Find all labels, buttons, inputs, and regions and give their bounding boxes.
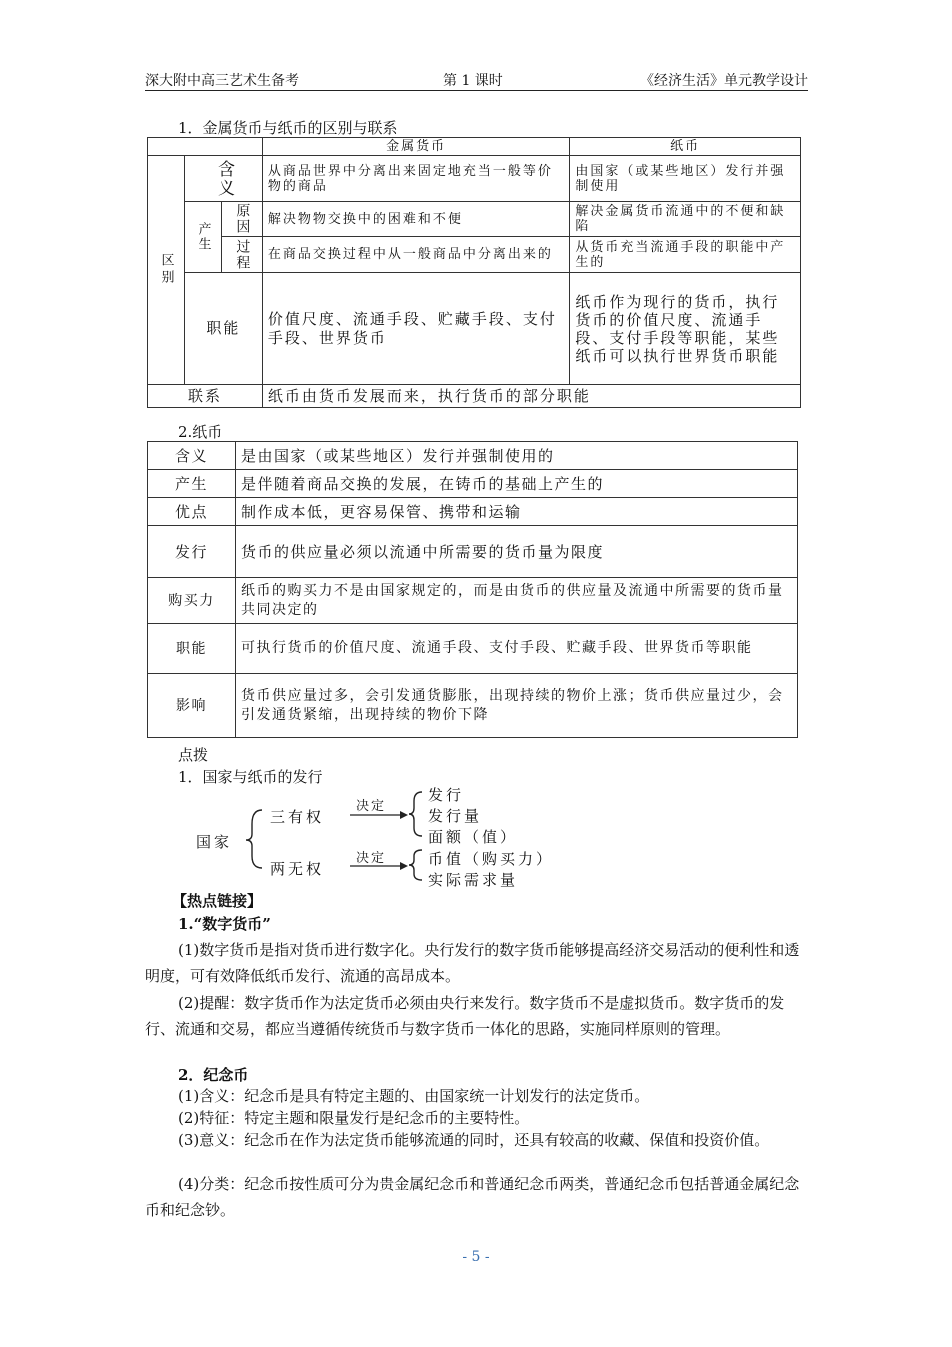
diagram-item: 面额（值） xyxy=(428,828,519,846)
paper-row-label: 职能 xyxy=(148,624,236,674)
label-produce: 产生 xyxy=(184,202,221,273)
process-paper: 从货币充当流通手段的职能中产生的 xyxy=(570,237,801,273)
table-corner-cell xyxy=(148,138,263,156)
paper-row-text: 纸币的购买力不是由国家规定的，而是由货币的供应量及流通中所需要的货币量共同决定的 xyxy=(236,578,798,624)
page-header xyxy=(145,68,808,91)
paper-row-label: 含义 xyxy=(148,442,236,470)
col-header-metal: 金属货币 xyxy=(262,138,569,156)
label-reason: 原因 xyxy=(221,202,262,237)
label-link: 联系 xyxy=(148,385,263,408)
paper-row-label: 购买力 xyxy=(148,578,236,624)
page-number: - 5 - xyxy=(462,1249,490,1265)
paper-row-text: 制作成本低，更容易保管、携带和运输 xyxy=(236,498,798,526)
paper-row-label: 优点 xyxy=(148,498,236,526)
hot-paragraph: (4)分类：纪念币按性质可分为贵金属纪念币和普通纪念币两类，普通纪念币包括普通金属纪念币和纪念钞。 xyxy=(145,1175,800,1219)
header-right: 《经济生活》单元教学设计 xyxy=(640,73,808,89)
hot-paragraph: (1)数字货币是指对货币进行数字化。央行发行的数字货币能够提高经济交易活动的便利性和透明度，可有效降低纸币发行、流通的高昂成本。 xyxy=(145,941,800,985)
diagram-item: 发行量 xyxy=(428,807,483,825)
diagram-item: 实际需求量 xyxy=(428,871,519,889)
paper-row-text: 可执行货币的价值尺度、流通手段、支付手段、贮藏手段、世界货币等职能 xyxy=(236,624,798,674)
paper-row-label: 产生 xyxy=(148,470,236,498)
paper-row-label: 发行 xyxy=(148,526,236,578)
label-meaning: 含义 xyxy=(184,156,262,202)
diagram-root: 国家 xyxy=(196,833,233,851)
paper-money-table xyxy=(147,441,798,738)
meaning-metal: 从商品世界中分离出来固定地充当一般等价物的商品 xyxy=(262,156,569,202)
paper-row-text: 货币供应量过多，会引发通货膨胀，出现持续的物价上涨；货币供应量过少，会引发通货紧缩，出现持续的物价下降 xyxy=(236,674,798,738)
reason-paper: 解决金属货币流通中的不便和缺陷 xyxy=(570,202,801,237)
label-difference: 区别 xyxy=(148,156,185,385)
paper-row-label: 影响 xyxy=(148,674,236,738)
diagram-branch-no-rights: 两无权 xyxy=(270,860,325,878)
diagram-item: 币值（购买力） xyxy=(428,850,555,868)
hot-paragraph: (3)意义：纪念币在作为法定货币能够流通的同时，还具有较高的收藏、保值和投资价值。 xyxy=(178,1131,770,1149)
label-process: 过程 xyxy=(221,237,262,273)
state-issuance-diagram xyxy=(190,786,610,888)
meaning-paper: 由国家（或某些地区）发行并强制使用 xyxy=(570,156,801,202)
tips-title: 1．国家与纸币的发行 xyxy=(178,768,323,786)
reason-metal: 解决物物交换中的困难和不便 xyxy=(262,202,569,237)
metal-vs-paper-table xyxy=(147,137,801,408)
diagram-branch-rights: 三有权 xyxy=(270,808,325,826)
hot-link-heading: 【热点链接】 xyxy=(172,892,263,910)
process-metal: 在商品交换过程中从一般商品中分离出来的 xyxy=(262,237,569,273)
hot-topic-1-title: 1.“数字货币” xyxy=(178,915,271,933)
label-function: 职能 xyxy=(184,273,262,385)
header-left: 深大附中高三艺术生备考 xyxy=(145,73,299,89)
hot-paragraph: (2)提醒：数字货币作为法定货币必须由央行来发行。数字货币不是虚拟货币。数字货币的发行、流通和交易，都应当遵循传统货币与数字货币一体化的思路，实施同样原则的管理。 xyxy=(145,994,785,1038)
paper-row-text: 是由国家（或某些地区）发行并强制使用的 xyxy=(236,442,798,470)
diagram-decide-label: 决定 xyxy=(356,799,387,814)
link-text: 纸币由货币发展而来，执行货币的部分职能 xyxy=(262,385,800,408)
hot-paragraph: (1)含义：纪念币是具有特定主题的、由国家统一计划发行的法定货币。 xyxy=(178,1087,650,1105)
hot-paragraph: (2)特征：特定主题和限量发行是纪念币的主要特性。 xyxy=(178,1109,530,1127)
header-center: 第 1 课时 xyxy=(443,73,503,89)
paper-row-text: 是伴随着商品交换的发展，在铸币的基础上产生的 xyxy=(236,470,798,498)
paper-row-text: 货币的供应量必须以流通中所需要的货币量为限度 xyxy=(236,526,798,578)
diagram-lines xyxy=(190,786,610,888)
section1-title: 1．金属货币与纸币的区别与联系 xyxy=(178,119,398,137)
diagram-decide-label: 决定 xyxy=(356,851,387,866)
function-metal: 价值尺度、流通手段、贮藏手段、支付手段、世界货币 xyxy=(262,273,569,385)
tips-label: 点拨 xyxy=(178,746,209,764)
diagram-item: 发行 xyxy=(428,786,465,804)
section2-title: 2.纸币 xyxy=(178,423,223,441)
function-paper: 纸币作为现行的货币，执行货币的价值尺度、流通手段、支付手段等职能，某些纸币可以执行世界货币职能 xyxy=(570,273,801,385)
col-header-paper: 纸币 xyxy=(570,138,801,156)
hot-topic-2-title: 2．纪念币 xyxy=(178,1066,249,1084)
